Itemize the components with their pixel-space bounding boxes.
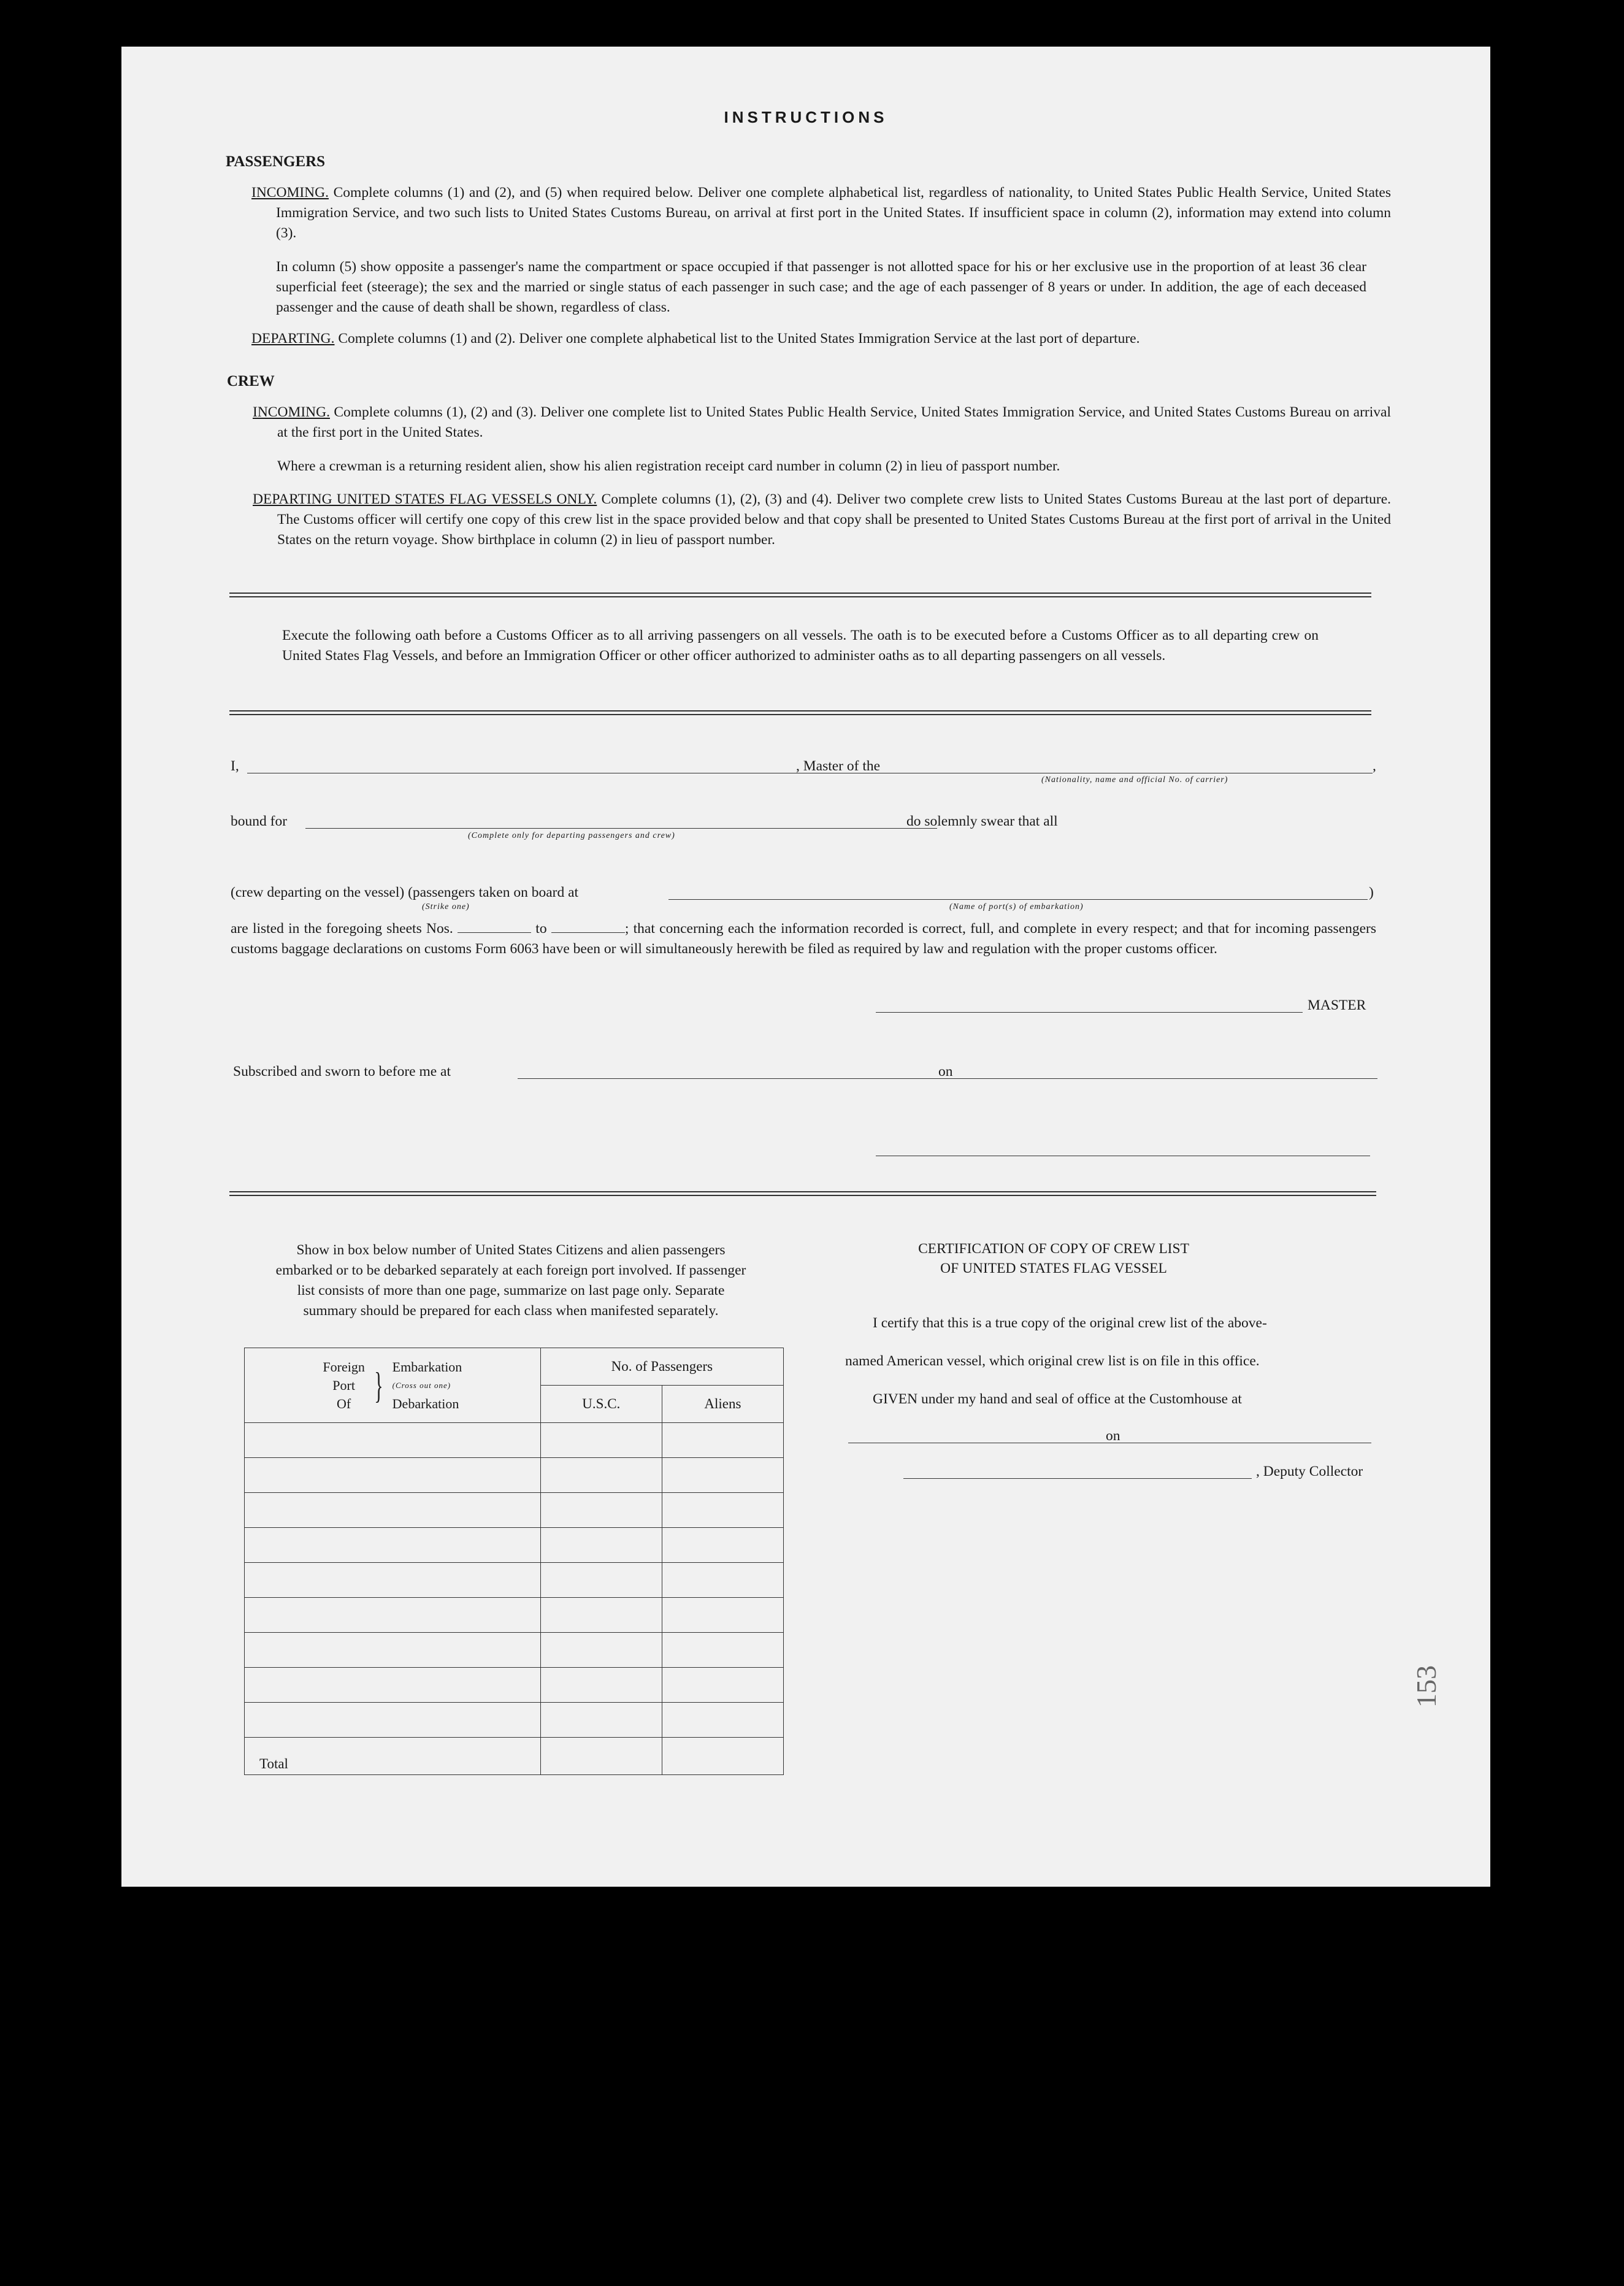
nationality-note: (Nationality, name and official No. of carrier): [1041, 775, 1228, 784]
passenger-summary-table: [244, 1348, 784, 1775]
divider: [229, 593, 1371, 597]
crew-heading: CREW: [227, 373, 275, 389]
table-row: [245, 1423, 784, 1458]
crew-incoming-text: Complete columns (1), (2) and (3). Deliver one complete list to United States Public Health Service, United States Immigration Service, and United States Customs Bureau on arrival at the first port in the United States.: [277, 404, 1391, 440]
table-row: [245, 1493, 784, 1528]
passengers-departing-text: Complete columns (1) and (2). Deliver one complete alphabetical list to the United States Immigration Service at the last port of departure.: [338, 331, 1140, 347]
oath-i: I,: [231, 758, 239, 774]
crew-departing-text: Complete columns (1), (2), (3) and (4). Deliver two complete crew lists to United States Customs Bureau at the last port of departure. The Customs officer will certify one copy of this crew list in the space provided below and that copy shall be presented to United States Customs Bureau at the first port of arrival in the United States on the return voyage. Show birthplace in column (2) in lieu of passport number.: [277, 491, 1392, 548]
crew-departing: [253, 489, 1391, 550]
table-row: [245, 1633, 784, 1668]
form-sheet: [121, 47, 1490, 1887]
crew-incoming-label: INCOMING.: [253, 404, 330, 420]
passengers-departing: [251, 329, 1366, 349]
certification-line-2: named American vessel, which original crew list is on file in this office.: [845, 1353, 1260, 1369]
subscribed-text: Subscribed and sworn to before me at: [233, 1064, 451, 1080]
table-row: [245, 1563, 784, 1598]
oath-comma: ,: [1373, 758, 1376, 774]
table-row: [245, 1528, 784, 1563]
bound-for-field[interactable]: [305, 828, 937, 829]
certification-line-1: I certify that this is a true copy of the original crew list of the above-: [873, 1315, 1267, 1331]
oath-listed-b: ; that concerning each the information recorded is correct, full, and complete in every respect; and that for incoming passengers customs baggage declarations on customs Form 6063 have been or will simultaneously herewith be filed as required by law and regulation with the proper customs officer.: [231, 921, 1377, 957]
sworn-place-field[interactable]: [518, 1078, 996, 1079]
crew-departing-label: DEPARTING UNITED STATES FLAG VESSELS ONLY.: [253, 491, 597, 507]
certification-heading-1: CERTIFICATION OF COPY OF CREW LIST: [918, 1241, 1189, 1257]
crew-crewman-text: Where a crewman is a returning resident alien, show his alien registration receipt card number in column (2) in lieu of passport number.: [277, 458, 1060, 474]
total-label: Total: [245, 1738, 541, 1775]
passengers-departing-label: DEPARTING.: [251, 331, 335, 347]
master-label: MASTER: [1308, 997, 1366, 1013]
sheet-from-field[interactable]: [458, 920, 531, 933]
certification-on: on: [1106, 1428, 1120, 1444]
port-note: (Name of port(s) of embarkation): [949, 902, 1084, 911]
oath-swear: do solemnly swear that all: [906, 813, 1058, 829]
debarkation-label: Debarkation: [392, 1395, 459, 1411]
passengers-column5-text: In column (5) show opposite a passenger's name the compartment or space occupied if that passenger is not allotted space for his or her exclusive use in the proportion of at least 36 clear superficial feet (steerage); the sex and the married or single status of each passenger in such case; and the age of each passenger of 8 years or under. In addition, the age of each deceased passenger and the cause of death shall be shown, regardless of class.: [276, 259, 1366, 315]
strike-one-note: (Strike one): [422, 902, 470, 911]
oath-crew-departing: (crew departing on the vessel) (passengers taken on board at: [231, 884, 579, 900]
port-header-a: Foreign: [323, 1359, 365, 1375]
margin-note: 153: [1411, 1665, 1442, 1708]
table-row: [245, 1458, 784, 1493]
oath-bound-for: bound for: [231, 813, 288, 829]
cross-out-note: (Cross out one): [392, 1380, 451, 1390]
port-header-c: Of: [337, 1395, 351, 1411]
divider: [229, 1191, 1376, 1196]
embarkation-port-field[interactable]: [668, 899, 1368, 900]
sheet-to-field[interactable]: [551, 920, 625, 933]
sworn-date-field[interactable]: [963, 1078, 1377, 1079]
oath-listed-a: are listed in the foregoing sheets Nos.: [231, 921, 453, 937]
oath-instructions: Execute the following oath before a Customs Officer as to all arriving passengers on all vessels. The oath is to be executed before a Customs Officer as to all departing crew on United States Flag Vessels, and before an Immigration Officer or other officer authorized to administer oaths as to all departing passengers on all vessels.: [282, 627, 1319, 664]
master-signature-field[interactable]: [876, 1012, 1303, 1013]
summary-intro: Show in box below number of United States Citizens and alien passengers embarked or to be debarked separately at each foreign port involved. If passenger list consists of more than one page, summarize on last page only. Separate summary should be prepared for each class when manifested separately.: [275, 1242, 746, 1319]
oath-close-paren: ): [1369, 884, 1374, 900]
passengers-incoming-text: Complete columns (1) and (2), and (5) when required below. Deliver one complete alphabetical list, regardless of nationality, to United States Public Health Service, United States Immigration Service, and two such lists to United States Customs Bureau, on arrival at first port in the United States. If insufficient space in column (2), information may extend into column (3).: [276, 185, 1391, 241]
embarkation-label: Embarkation: [392, 1359, 462, 1375]
table-row: [245, 1703, 784, 1738]
usc-header: U.S.C.: [540, 1386, 662, 1423]
oath-master-of-the: , Master of the: [796, 758, 881, 774]
certification-heading: [790, 1239, 1317, 1278]
no-of-passengers-header: No. of Passengers: [540, 1348, 783, 1386]
port-header-b: Port: [332, 1377, 355, 1393]
table-row: [245, 1668, 784, 1703]
passengers-incoming-label: INCOMING.: [251, 185, 329, 201]
table-row-total: [245, 1738, 784, 1775]
certification-line-3: GIVEN under my hand and seal of office at the Customhouse at: [873, 1391, 1242, 1407]
deputy-signature-field[interactable]: [903, 1478, 1252, 1479]
passengers-incoming: [251, 183, 1391, 244]
passengers-heading: PASSENGERS: [226, 153, 326, 170]
deputy-collector-label: , Deputy Collector: [1256, 1463, 1363, 1479]
oath-listed: [231, 919, 1376, 959]
sworn-on-text: on: [938, 1064, 953, 1080]
table-row: [245, 1598, 784, 1633]
aliens-header: Aliens: [662, 1386, 783, 1423]
crew-incoming: [253, 402, 1391, 443]
divider: [229, 710, 1371, 715]
port-header-cell: [245, 1348, 541, 1423]
page-title: INSTRUCTIONS: [724, 108, 888, 126]
bound-note: (Complete only for departing passengers and crew): [468, 831, 675, 840]
oath-to: to: [535, 921, 547, 937]
certification-heading-2: OF UNITED STATES FLAG VESSEL: [940, 1260, 1167, 1276]
brace-icon: }: [374, 1365, 383, 1406]
